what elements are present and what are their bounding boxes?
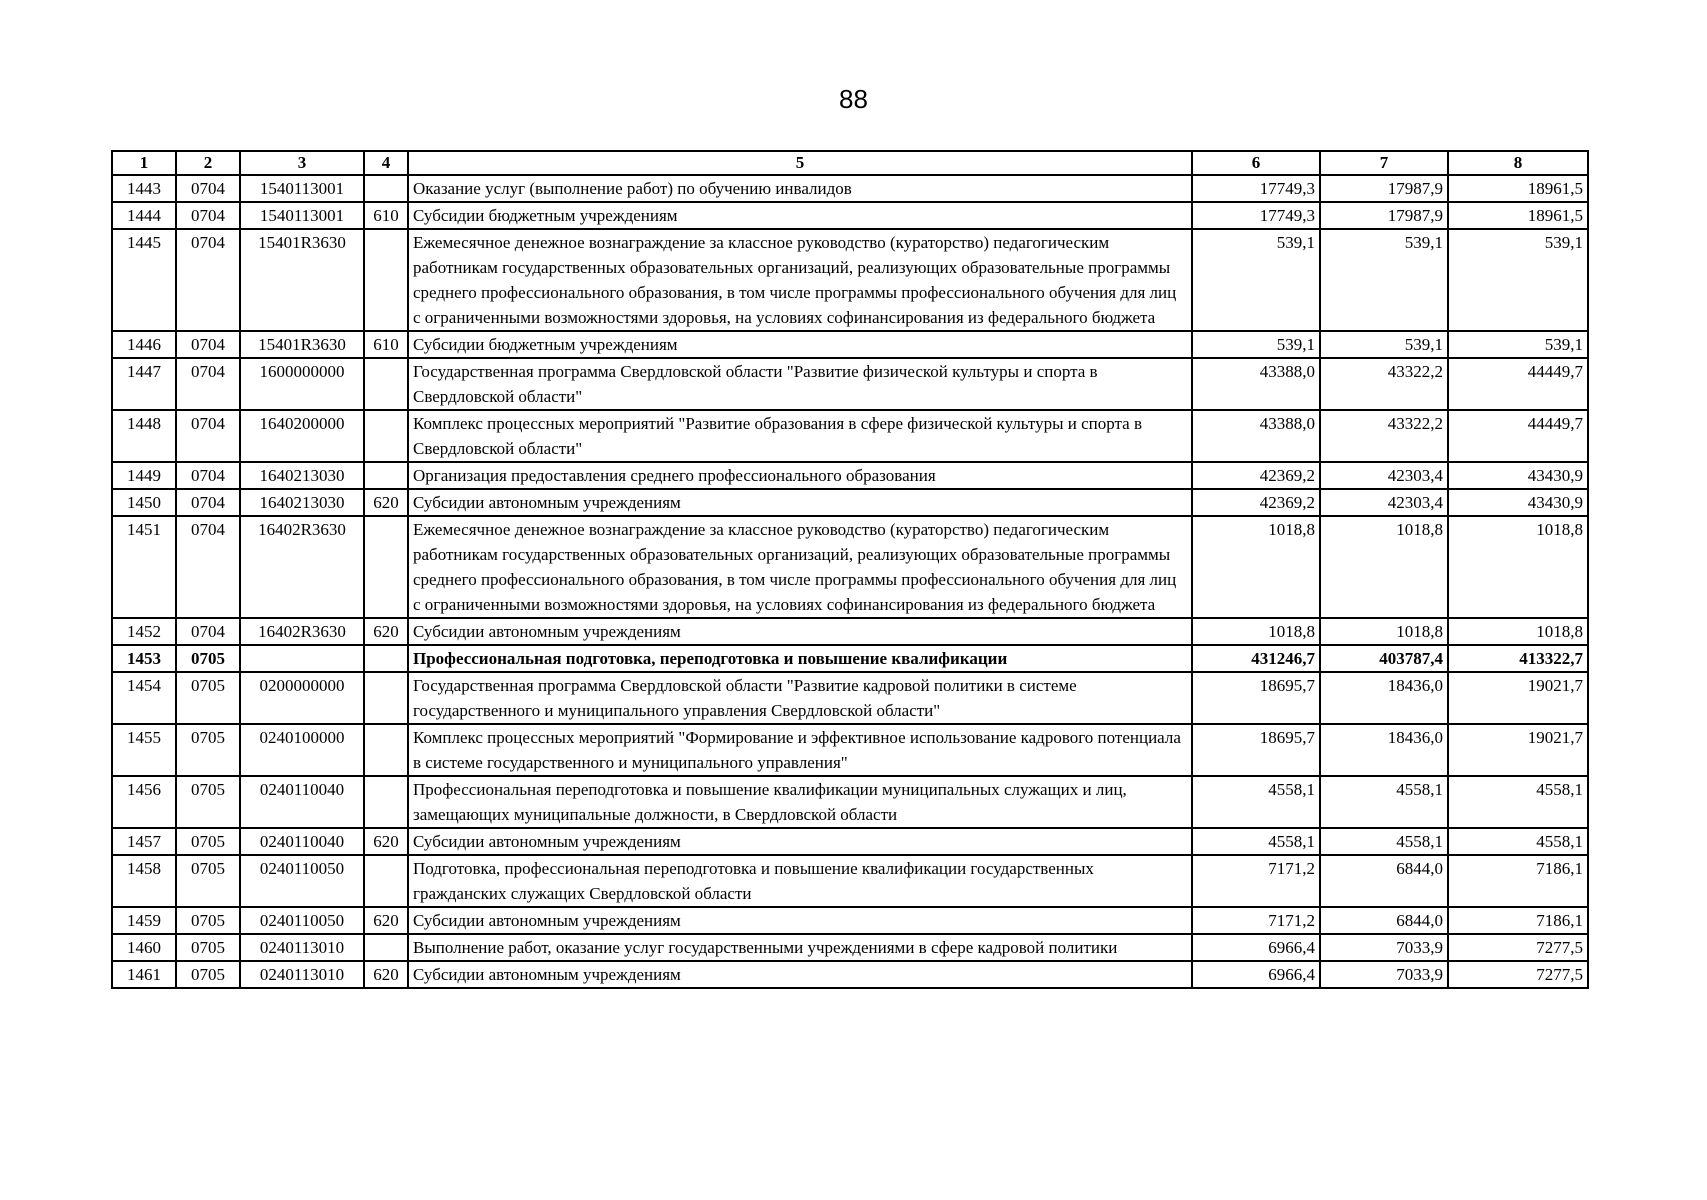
section-code: 0704: [176, 618, 240, 645]
amount-col-6: 43388,0: [1192, 358, 1320, 410]
target-code: 1640200000: [240, 410, 364, 462]
amount-col-7: 539,1: [1320, 229, 1448, 331]
section-code: 0704: [176, 462, 240, 489]
item-description: Профессиональная подготовка, переподготовка и повышение квалификации: [408, 645, 1192, 672]
amount-col-6: 431246,7: [1192, 645, 1320, 672]
row-number: 1456: [112, 776, 176, 828]
target-code: 0240110050: [240, 907, 364, 934]
row-number: 1455: [112, 724, 176, 776]
amount-col-8: 44449,7: [1448, 358, 1588, 410]
row-number: 1457: [112, 828, 176, 855]
row-number: 1451: [112, 516, 176, 618]
table-row: [112, 229, 1588, 331]
target-code: 1640213030: [240, 462, 364, 489]
amount-col-6: 539,1: [1192, 229, 1320, 331]
amount-col-7: 42303,4: [1320, 489, 1448, 516]
amount-col-6: 4558,1: [1192, 776, 1320, 828]
table-row: [112, 331, 1588, 358]
amount-col-7: 6844,0: [1320, 855, 1448, 907]
expense-type: 620: [364, 907, 408, 934]
section-code: 0705: [176, 724, 240, 776]
row-number: 1460: [112, 934, 176, 961]
amount-col-7: 403787,4: [1320, 645, 1448, 672]
amount-col-7: 43322,2: [1320, 410, 1448, 462]
row-number: 1446: [112, 331, 176, 358]
item-description: Субсидии автономным учреждениям: [408, 907, 1192, 934]
table-row: [112, 776, 1588, 828]
header-col-3: 3: [240, 151, 364, 175]
expense-type: 620: [364, 961, 408, 988]
table-body: [112, 175, 1588, 988]
table-row: [112, 202, 1588, 229]
target-code: 0240113010: [240, 934, 364, 961]
target-code: 16402R3630: [240, 516, 364, 618]
amount-col-8: 18961,5: [1448, 202, 1588, 229]
amount-col-6: 6966,4: [1192, 961, 1320, 988]
expense-type: 620: [364, 618, 408, 645]
item-description: Государственная программа Свердловской области "Развитие физической культуры и спорта в Свердловской области": [408, 358, 1192, 410]
item-description: Организация предоставления среднего профессионального образования: [408, 462, 1192, 489]
table-row: [112, 907, 1588, 934]
section-code: 0705: [176, 776, 240, 828]
target-code: 1600000000: [240, 358, 364, 410]
item-description: Подготовка, профессиональная переподготовка и повышение квалификации государственных гражданских служащих Свердловской области: [408, 855, 1192, 907]
item-description: Субсидии автономным учреждениям: [408, 828, 1192, 855]
row-number: 1453: [112, 645, 176, 672]
expense-type: [364, 645, 408, 672]
amount-col-7: 6844,0: [1320, 907, 1448, 934]
table-row: [112, 724, 1588, 776]
amount-col-8: 19021,7: [1448, 672, 1588, 724]
target-code: 1540113001: [240, 202, 364, 229]
amount-col-7: 7033,9: [1320, 934, 1448, 961]
table-row: [112, 516, 1588, 618]
target-code: 0240113010: [240, 961, 364, 988]
target-code: 0240100000: [240, 724, 364, 776]
target-code: 0200000000: [240, 672, 364, 724]
expense-type: [364, 934, 408, 961]
section-code: 0704: [176, 489, 240, 516]
item-description: Ежемесячное денежное вознаграждение за классное руководство (кураторство) педагогическим работникам государственных образовательных организаций, реализующих образовательные программы среднего профессионального образования, в том числе программы профессионального обучения для лиц с ограниченными возможностями здоровья, на условиях софинансирования из федерального бюджета: [408, 229, 1192, 331]
section-code: 0705: [176, 934, 240, 961]
section-code: 0705: [176, 828, 240, 855]
amount-col-8: 413322,7: [1448, 645, 1588, 672]
target-code: 15401R3630: [240, 331, 364, 358]
row-number: 1445: [112, 229, 176, 331]
row-number: 1459: [112, 907, 176, 934]
header-col-6: 6: [1192, 151, 1320, 175]
item-description: Комплекс процессных мероприятий "Формирование и эффективное использование кадрового потенциала в системе государственного и муниципального управления": [408, 724, 1192, 776]
expense-type: 620: [364, 489, 408, 516]
expense-type: [364, 462, 408, 489]
page-number: 88: [839, 84, 868, 114]
amount-col-8: 4558,1: [1448, 828, 1588, 855]
expense-type: 610: [364, 202, 408, 229]
amount-col-7: 18436,0: [1320, 672, 1448, 724]
expense-type: [364, 776, 408, 828]
amount-col-7: 42303,4: [1320, 462, 1448, 489]
header-col-5: 5: [408, 151, 1192, 175]
row-number: 1450: [112, 489, 176, 516]
section-code: 0704: [176, 175, 240, 202]
amount-col-7: 4558,1: [1320, 828, 1448, 855]
expense-type: [364, 358, 408, 410]
amount-col-8: 7277,5: [1448, 934, 1588, 961]
target-code: 1540113001: [240, 175, 364, 202]
expense-type: 620: [364, 828, 408, 855]
amount-col-7: 17987,9: [1320, 202, 1448, 229]
amount-col-6: 42369,2: [1192, 462, 1320, 489]
row-number: 1443: [112, 175, 176, 202]
amount-col-7: 1018,8: [1320, 516, 1448, 618]
item-description: Субсидии автономным учреждениям: [408, 961, 1192, 988]
section-code: 0704: [176, 358, 240, 410]
amount-col-7: 4558,1: [1320, 776, 1448, 828]
item-description: Субсидии бюджетным учреждениям: [408, 202, 1192, 229]
budget-table: [111, 150, 1589, 989]
table-row: [112, 672, 1588, 724]
amount-col-8: 4558,1: [1448, 776, 1588, 828]
amount-col-8: 19021,7: [1448, 724, 1588, 776]
section-code: 0704: [176, 229, 240, 331]
row-number: 1447: [112, 358, 176, 410]
target-code: 0240110050: [240, 855, 364, 907]
row-number: 1449: [112, 462, 176, 489]
amount-col-6: 18695,7: [1192, 672, 1320, 724]
table-row: [112, 961, 1588, 988]
amount-col-6: 1018,8: [1192, 516, 1320, 618]
amount-col-6: 539,1: [1192, 331, 1320, 358]
item-description: Субсидии бюджетным учреждениям: [408, 331, 1192, 358]
row-number: 1452: [112, 618, 176, 645]
table-row: [112, 828, 1588, 855]
header-col-8: 8: [1448, 151, 1588, 175]
amount-col-6: 6966,4: [1192, 934, 1320, 961]
amount-col-8: 1018,8: [1448, 618, 1588, 645]
item-description: Оказание услуг (выполнение работ) по обучению инвалидов: [408, 175, 1192, 202]
row-number: 1461: [112, 961, 176, 988]
expense-type: [364, 175, 408, 202]
section-code: 0705: [176, 855, 240, 907]
item-description: Субсидии автономным учреждениям: [408, 489, 1192, 516]
header-col-4: 4: [364, 151, 408, 175]
amount-col-8: 18961,5: [1448, 175, 1588, 202]
amount-col-6: 18695,7: [1192, 724, 1320, 776]
amount-col-6: 42369,2: [1192, 489, 1320, 516]
amount-col-8: 7186,1: [1448, 907, 1588, 934]
header-col-7: 7: [1320, 151, 1448, 175]
section-code: 0705: [176, 672, 240, 724]
expense-type: [364, 410, 408, 462]
table-row: [112, 645, 1588, 672]
section-code: 0704: [176, 516, 240, 618]
header-col-2: 2: [176, 151, 240, 175]
header-col-1: 1: [112, 151, 176, 175]
target-code: 0240110040: [240, 776, 364, 828]
table-row: [112, 934, 1588, 961]
amount-col-8: 43430,9: [1448, 489, 1588, 516]
row-number: 1458: [112, 855, 176, 907]
section-code: 0704: [176, 202, 240, 229]
amount-col-7: 18436,0: [1320, 724, 1448, 776]
section-code: 0704: [176, 410, 240, 462]
header-row: [112, 151, 1588, 175]
section-code: 0705: [176, 645, 240, 672]
target-code: [240, 645, 364, 672]
amount-col-8: 7277,5: [1448, 961, 1588, 988]
section-code: 0705: [176, 961, 240, 988]
target-code: 1640213030: [240, 489, 364, 516]
expense-type: [364, 855, 408, 907]
amount-col-6: 7171,2: [1192, 855, 1320, 907]
row-number: 1448: [112, 410, 176, 462]
amount-col-6: 17749,3: [1192, 202, 1320, 229]
table-row: [112, 358, 1588, 410]
amount-col-8: 539,1: [1448, 331, 1588, 358]
target-code: 0240110040: [240, 828, 364, 855]
table-row: [112, 175, 1588, 202]
row-number: 1444: [112, 202, 176, 229]
expense-type: [364, 672, 408, 724]
expense-type: [364, 229, 408, 331]
row-number: 1454: [112, 672, 176, 724]
amount-col-6: 4558,1: [1192, 828, 1320, 855]
item-description: Выполнение работ, оказание услуг государственными учреждениями в сфере кадровой политики: [408, 934, 1192, 961]
amount-col-7: 43322,2: [1320, 358, 1448, 410]
table-row: [112, 410, 1588, 462]
amount-col-6: 1018,8: [1192, 618, 1320, 645]
amount-col-7: 1018,8: [1320, 618, 1448, 645]
section-code: 0705: [176, 907, 240, 934]
amount-col-8: 1018,8: [1448, 516, 1588, 618]
table-row: [112, 855, 1588, 907]
amount-col-7: 7033,9: [1320, 961, 1448, 988]
table-row: [112, 462, 1588, 489]
item-description: Субсидии автономным учреждениям: [408, 618, 1192, 645]
table-row: [112, 618, 1588, 645]
target-code: 16402R3630: [240, 618, 364, 645]
amount-col-7: 539,1: [1320, 331, 1448, 358]
amount-col-6: 17749,3: [1192, 175, 1320, 202]
expense-type: 610: [364, 331, 408, 358]
expense-type: [364, 516, 408, 618]
item-description: Государственная программа Свердловской области "Развитие кадровой политики в системе государственного и муниципального управления Свердловской области": [408, 672, 1192, 724]
target-code: 15401R3630: [240, 229, 364, 331]
item-description: Ежемесячное денежное вознаграждение за классное руководство (кураторство) педагогическим работникам государственных образовательных организаций, реализующих образовательные программы среднего профессионального образования, в том числе программы профессионального обучения для лиц с ограниченными возможностями здоровья, на условиях софинансирования из федерального бюджета: [408, 516, 1192, 618]
amount-col-7: 17987,9: [1320, 175, 1448, 202]
item-description: Комплекс процессных мероприятий "Развитие образования в сфере физической культуры и спорта в Свердловской области": [408, 410, 1192, 462]
table-row: [112, 489, 1588, 516]
amount-col-6: 43388,0: [1192, 410, 1320, 462]
amount-col-8: 539,1: [1448, 229, 1588, 331]
amount-col-8: 7186,1: [1448, 855, 1588, 907]
amount-col-8: 43430,9: [1448, 462, 1588, 489]
section-code: 0704: [176, 331, 240, 358]
amount-col-6: 7171,2: [1192, 907, 1320, 934]
item-description: Профессиональная переподготовка и повышение квалификации муниципальных служащих и лиц, замещающих муниципальные должности, в Свердловской области: [408, 776, 1192, 828]
expense-type: [364, 724, 408, 776]
amount-col-8: 44449,7: [1448, 410, 1588, 462]
